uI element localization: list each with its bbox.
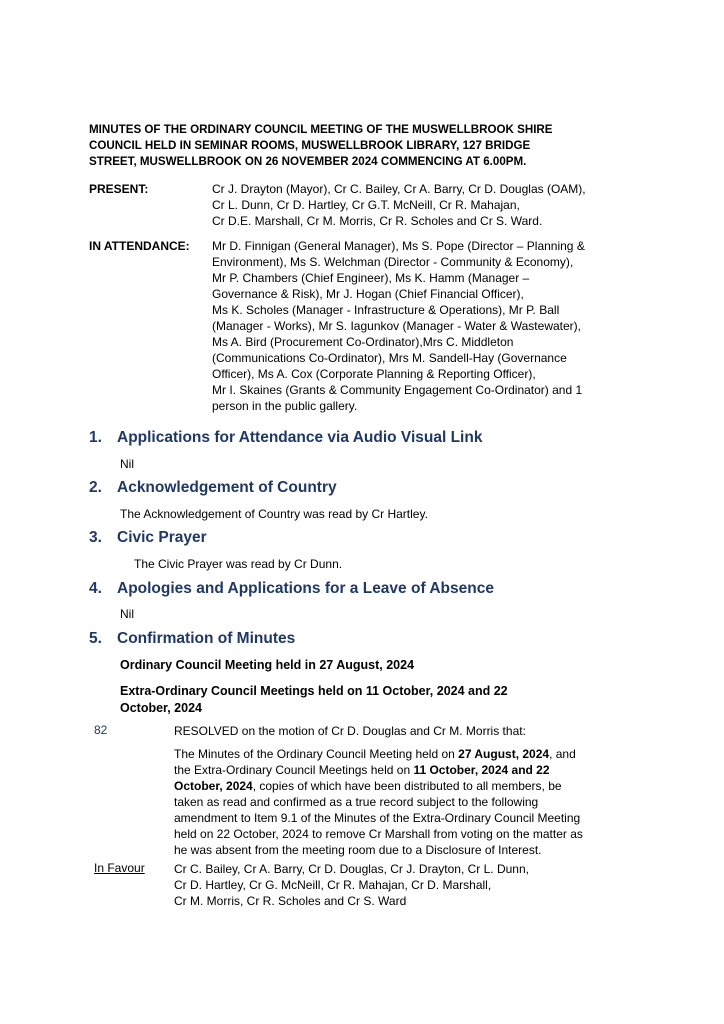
motion-text-span: , copies of which have been distributed to all members, be bbox=[252, 779, 562, 793]
in-favour-line: Cr C. Bailey, Cr A. Barry, Cr D. Douglas, Cr J. Drayton, Cr L. Dunn, bbox=[174, 862, 529, 876]
subheading-line: October, 2024 bbox=[120, 701, 202, 715]
motion-line: he was absent from the meeting room due to a Disclosure of Interest. bbox=[174, 843, 542, 857]
motion-text bbox=[174, 746, 583, 858]
motion-line: amendment to Item 9.1 of the Minutes of the Extra-Ordinary Council Meeting bbox=[174, 811, 581, 825]
present-line: Cr L. Dunn, Cr D. Hartley, Cr G.T. McNeill, Cr R. Mahajan, bbox=[212, 198, 520, 212]
resolution-number: 82 bbox=[94, 723, 108, 737]
attendance-line: Mr D. Finnigan (General Manager), Ms S. Pope (Director – Planning & bbox=[212, 239, 585, 253]
section-title: Civic Prayer bbox=[117, 529, 207, 546]
motion-text-span: The Minutes of the Ordinary Council Meeting held on bbox=[174, 747, 459, 761]
attendance-label: IN ATTENDANCE: bbox=[89, 239, 190, 253]
section-body: Nil bbox=[120, 457, 134, 471]
attendance-line: Mr I. Skaines (Grants & Community Engagement Co-Ordinator) and 1 bbox=[212, 383, 583, 397]
motion-text-span: the Extra-Ordinary Council Meetings held on bbox=[174, 763, 414, 777]
motion-line bbox=[174, 778, 583, 794]
document-title bbox=[89, 122, 649, 170]
present-line: Cr D.E. Marshall, Cr M. Morris, Cr R. Scholes and Cr S. Ward. bbox=[212, 214, 543, 228]
section-heading bbox=[89, 579, 494, 599]
motion-bold-span: October, 2024 bbox=[174, 779, 253, 793]
attendance-line: Ms A. Bird (Procurement Co-Ordinator),Mrs C. Middleton bbox=[212, 335, 514, 349]
section-body: Nil bbox=[120, 607, 134, 621]
section-body: The Acknowledgement of Country was read by Cr Hartley. bbox=[120, 507, 428, 521]
section-heading bbox=[89, 478, 337, 498]
attendance-line: Environment), Ms S. Welchman (Director - Community & Economy), bbox=[212, 255, 574, 269]
motion-line: taken as read and confirmed as a true record subject to the following bbox=[174, 795, 539, 809]
attendance-line: person in the public gallery. bbox=[212, 399, 358, 413]
attendance-line: Mr P. Chambers (Chief Engineer), Ms K. Hamm (Manager – bbox=[212, 271, 530, 285]
title-line: COUNCIL HELD IN SEMINAR ROOMS, MUSWELLBROOK LIBRARY, 127 BRIDGE bbox=[89, 139, 531, 152]
section-title: Applications for Attendance via Audio Visual Link bbox=[117, 429, 483, 446]
section-title: Acknowledgement of Country bbox=[117, 479, 337, 496]
section-number: 3. bbox=[89, 529, 102, 546]
in-favour-list bbox=[174, 861, 529, 909]
title-line: MINUTES OF THE ORDINARY COUNCIL MEETING OF THE MUSWELLBROOK SHIRE bbox=[89, 123, 553, 136]
section-body: The Civic Prayer was read by Cr Dunn. bbox=[134, 557, 343, 571]
in-favour-line: Cr D. Hartley, Cr G. McNeill, Cr R. Mahajan, Cr D. Marshall, bbox=[174, 878, 492, 892]
section-number: 1. bbox=[89, 429, 102, 446]
in-favour-line: Cr M. Morris, Cr R. Scholes and Cr S. Ward bbox=[174, 894, 407, 908]
section-number: 2. bbox=[89, 479, 102, 496]
minutes-subheading bbox=[120, 657, 414, 674]
present-label: PRESENT: bbox=[89, 182, 149, 196]
section-number: 5. bbox=[89, 630, 102, 647]
resolved-line: RESOLVED on the motion of Cr D. Douglas and Cr M. Morris that: bbox=[174, 724, 526, 738]
title-line: STREET, MUSWELLBROOK ON 26 NOVEMBER 2024 COMMENCING AT 6.00PM. bbox=[89, 155, 527, 168]
in-favour-label: In Favour bbox=[94, 861, 145, 875]
attendance-line: Officer), Ms A. Cox (Corporate Planning & Reporting Officer), bbox=[212, 367, 536, 381]
motion-bold-span: 27 August, 2024 bbox=[458, 747, 550, 761]
attendance-extra bbox=[212, 382, 662, 414]
section-title: Confirmation of Minutes bbox=[117, 630, 296, 647]
subheading-line: Extra-Ordinary Council Meetings held on 11 October, 2024 and 22 bbox=[120, 684, 508, 698]
attendance-line: Governance & Risk), Mr J. Hogan (Chief Financial Officer), bbox=[212, 287, 524, 301]
motion-text-span: , and bbox=[549, 747, 576, 761]
resolved-statement bbox=[174, 723, 526, 739]
attendance-line: (Manager - Works), Mr S. Iagunkov (Manager - Water & Wastewater), bbox=[212, 319, 581, 333]
motion-line bbox=[174, 762, 583, 778]
section-heading bbox=[89, 629, 295, 649]
present-list bbox=[212, 181, 662, 229]
section-heading bbox=[89, 428, 482, 448]
attendance-line: (Communications Co-Ordinator), Mrs M. Sandell-Hay (Governance bbox=[212, 351, 567, 365]
attendance-list bbox=[212, 238, 662, 382]
motion-line bbox=[174, 746, 583, 762]
section-heading bbox=[89, 528, 207, 548]
section-number: 4. bbox=[89, 580, 102, 597]
motion-line: held on 22 October, 2024 to remove Cr Marshall from voting on the matter as bbox=[174, 827, 583, 841]
subheading-line: Ordinary Council Meeting held in 27 August, 2024 bbox=[120, 658, 415, 672]
section-title: Apologies and Applications for a Leave of Absence bbox=[117, 580, 494, 597]
attendance-line: Ms K. Scholes (Manager - Infrastructure & Operations), Mr P. Ball bbox=[212, 303, 560, 317]
minutes-subheading bbox=[120, 683, 508, 717]
present-line: Cr J. Drayton (Mayor), Cr C. Bailey, Cr A. Barry, Cr D. Douglas (OAM), bbox=[212, 182, 586, 196]
motion-bold-span: 11 October, 2024 and 22 bbox=[413, 763, 550, 777]
